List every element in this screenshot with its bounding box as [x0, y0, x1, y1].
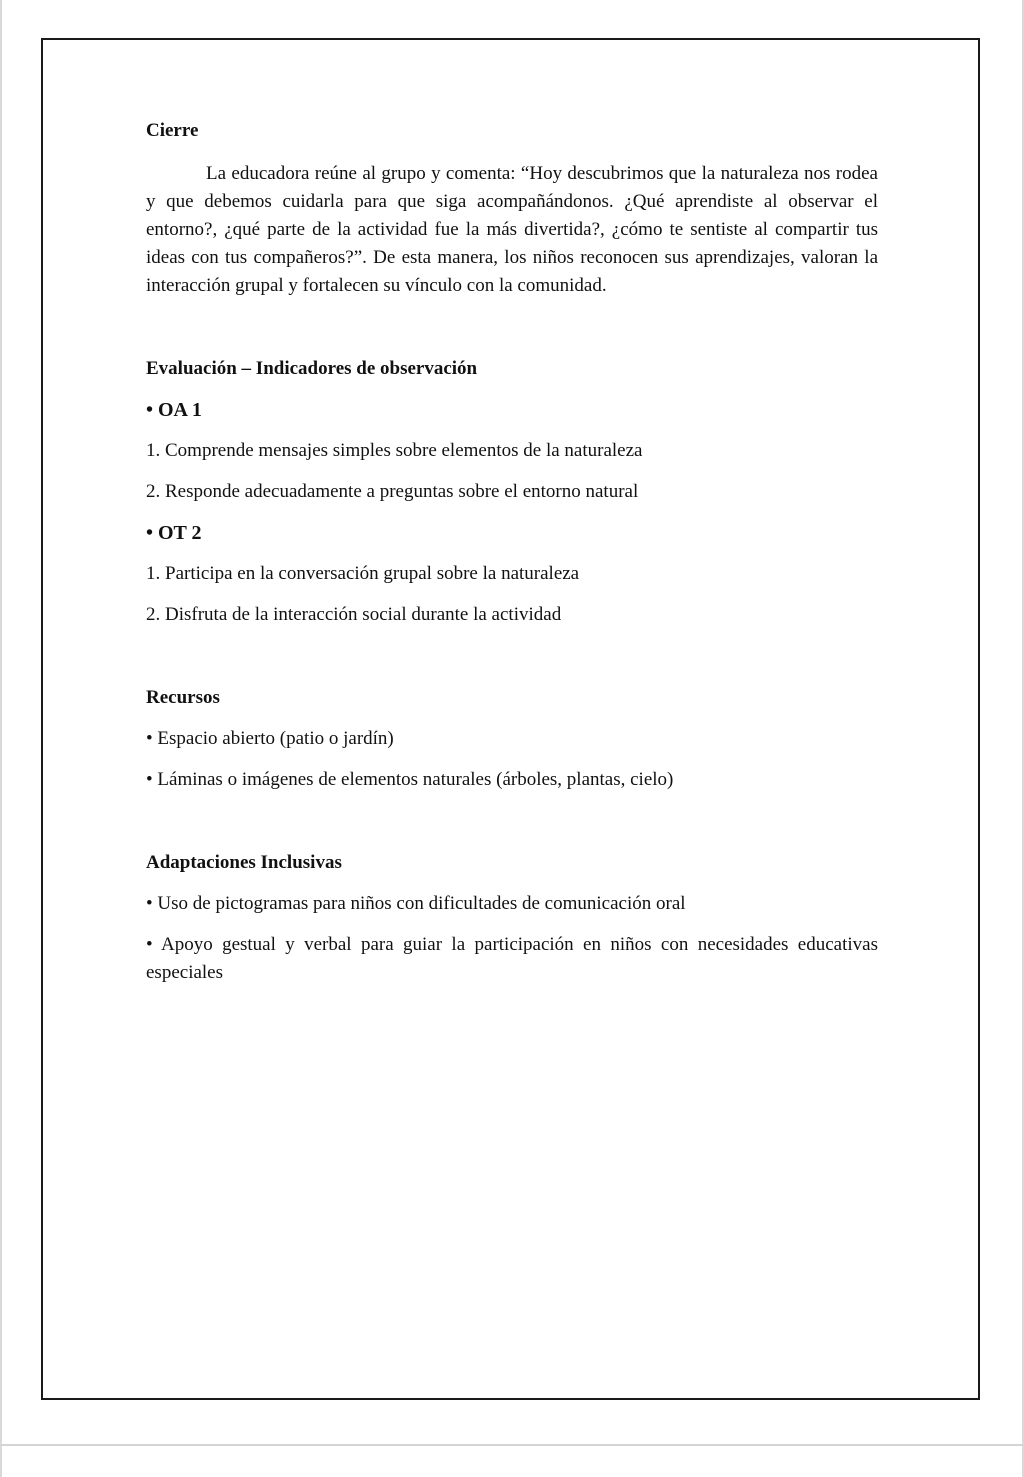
evaluation-indicator-item: 1. Participa en la conversación grupal sobre la naturaleza	[146, 563, 580, 584]
cierre-paragraph: La educadora reúne al grupo y comenta: “Hoy descubrimos que la naturaleza nos rodea y que debemos cuidarla para que siga acompañándonos. ¿Qué aprendiste al observar el entorno?, ¿qué parte de la actividad fue la más divertida?, ¿cómo te sentiste al compartir tus ideas con tus compañeros?”. De esta manera, los niños reconocen sus aprendizajes, valoran la interacción grupal y fortalecen su vínculo con la comunidad.	[146, 163, 878, 296]
evaluation-indicator-item: 2. Responde adecuadamente a preguntas sobre el entorno natural	[146, 481, 639, 502]
resource-list-item: • Láminas o imágenes de elementos naturales (árboles, plantas, cielo)	[146, 769, 674, 790]
evaluation-group-title-ot2: • OT 2	[146, 522, 202, 544]
section-heading-cierre: Cierre	[146, 120, 199, 141]
evaluation-indicator-item: 1. Comprende mensajes simples sobre elementos de la naturaleza	[146, 440, 643, 461]
resource-list-item: • Espacio abierto (patio o jardín)	[146, 728, 394, 749]
page-separator	[0, 1444, 1024, 1446]
adaptation-list-item: • Apoyo gestual y verbal para guiar la participación en niños con necesidades educativas especiales	[146, 934, 878, 983]
section-heading-adaptaciones: Adaptaciones Inclusivas	[146, 852, 342, 873]
page-content	[146, 116, 878, 987]
adaptation-list-item: • Uso de pictogramas para niños con dificultades de comunicación oral	[146, 893, 686, 914]
evaluation-group-title-oa1: • OA 1	[146, 399, 202, 421]
section-heading-evaluacion: Evaluación – Indicadores de observación	[146, 358, 478, 379]
viewer-left-edge	[0, 0, 2, 1477]
evaluation-indicator-item: 2. Disfruta de la interacción social durante la actividad	[146, 604, 562, 625]
section-heading-recursos: Recursos	[146, 687, 220, 708]
